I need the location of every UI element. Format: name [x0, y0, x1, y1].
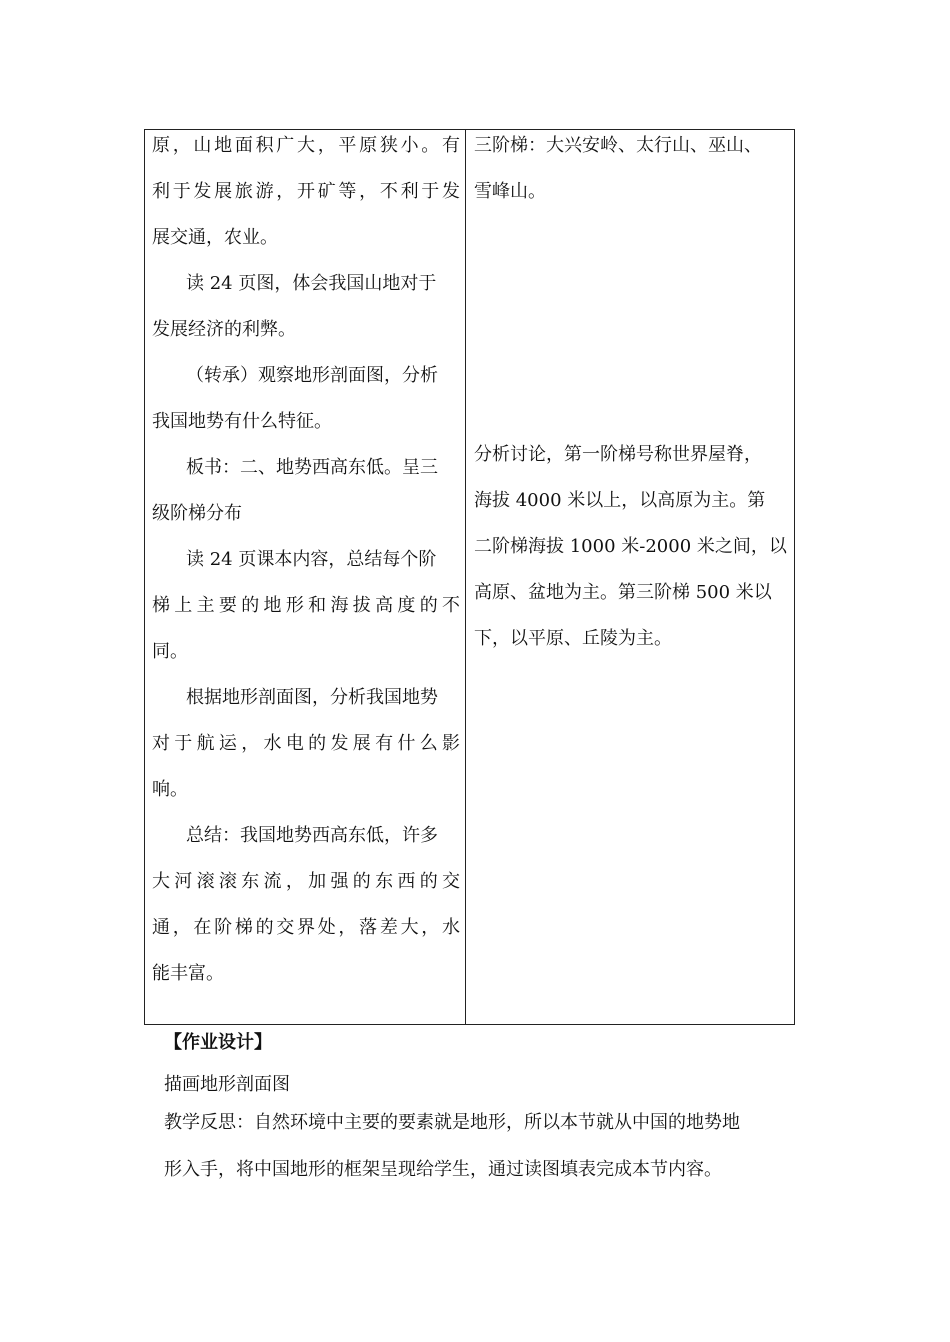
text-line: 级阶梯分布: [152, 503, 242, 524]
reflection-line-1: 教学反思：自然环境中主要的要素就是地形，所以本节就从中国的地势地: [164, 1112, 740, 1133]
text-line: 下，以平原、丘陵为主。: [474, 628, 672, 649]
text-line: 梯上主要的地形和海拔高度的不: [152, 595, 460, 616]
text-line: 总结：我国地势西高东低，许多: [186, 825, 438, 846]
text-line: 二阶梯海拔 1000 米-2000 米之间，以: [474, 536, 787, 557]
homework-content: 描画地形剖面图: [164, 1074, 290, 1095]
text-line: 同。: [152, 641, 188, 662]
column-divider: [465, 129, 466, 1025]
text-line: 发展经济的利弊。: [152, 319, 296, 340]
text-line: 对于航运，水电的发展有什么影: [152, 733, 460, 754]
text-line: （转承）观察地形剖面图，分析: [186, 365, 438, 386]
spacer: [474, 223, 792, 440]
text-line: 雪峰山。: [474, 181, 546, 202]
text-line: 展交通，农业。: [152, 227, 278, 248]
student-activity-column: [474, 131, 792, 670]
text-line: 通，在阶梯的交界处，落差大，水: [152, 917, 460, 938]
text-line: 板书：二、地势西高东低。呈三: [186, 457, 438, 478]
text-line: 三阶梯：大兴安岭、太行山、巫山、: [474, 135, 762, 156]
text-line: 分析讨论，第一阶梯号称世界屋脊，: [474, 444, 762, 465]
teacher-activity-column: [152, 131, 460, 1005]
text-line: 读 24 页课本内容，总结每个阶: [186, 549, 437, 570]
text-line: 利于发展旅游，开矿等，不利于发: [152, 181, 460, 202]
text-line: 高原、盆地为主。第三阶梯 500 米以: [474, 582, 772, 603]
text-line: 我国地势有什么特征。: [152, 411, 332, 432]
text-line: 根据地形剖面图，分析我国地势: [186, 687, 438, 708]
text-line: 大河滚滚东流，加强的东西的交: [152, 871, 460, 892]
text-line: 能丰富。: [152, 963, 224, 984]
text-line: 海拔 4000 米以上，以高原为主。第: [474, 490, 766, 511]
text-line: 读 24 页图，体会我国山地对于: [186, 273, 437, 294]
homework-heading: 【作业设计】: [164, 1032, 272, 1053]
reflection-line-2: 形入手，将中国地形的框架呈现给学生，通过读图填表完成本节内容。: [164, 1159, 722, 1180]
text-line: 原，山地面积广大，平原狭小。有: [152, 135, 460, 156]
text-line: 响。: [152, 779, 188, 800]
